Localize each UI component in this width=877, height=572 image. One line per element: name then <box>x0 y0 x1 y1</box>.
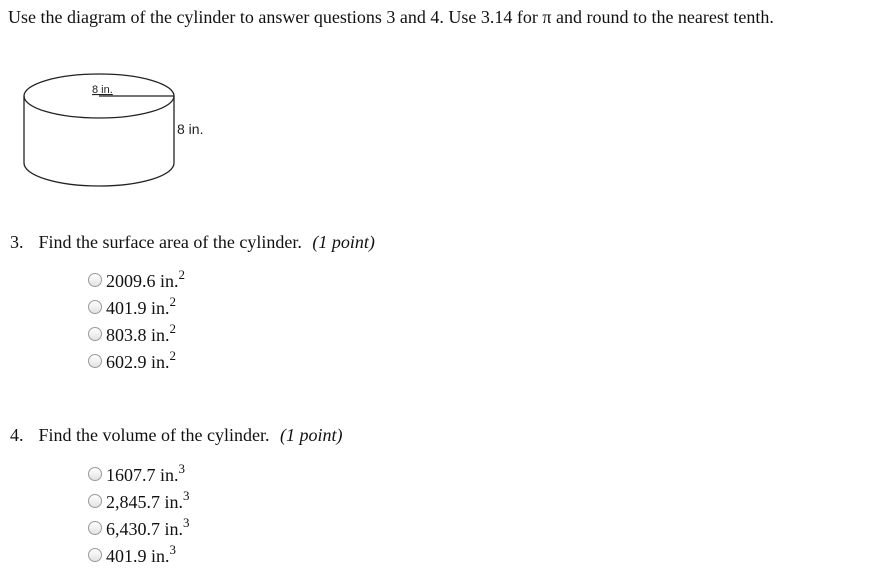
option-value: 401.9 in. <box>106 297 170 318</box>
radio-button[interactable] <box>88 327 102 341</box>
answer-option[interactable] <box>88 347 185 374</box>
height-label: 8 in. <box>177 121 204 137</box>
option-exponent: 3 <box>178 460 186 476</box>
radio-button[interactable] <box>88 548 102 562</box>
option-value: 401.9 in. <box>106 545 170 566</box>
option-value: 602.9 in. <box>106 351 170 372</box>
instructions-text: Use the diagram of the cylinder to answer questions 3 and 4. Use 3.14 for π and round to the nearest tenth. <box>8 7 774 27</box>
answer-option[interactable] <box>88 293 185 320</box>
question-3 <box>10 229 375 255</box>
radio-button[interactable] <box>88 521 102 535</box>
answer-option[interactable] <box>88 541 190 568</box>
option-exponent: 2 <box>169 320 177 336</box>
option-value: 2,845.7 in. <box>106 491 184 512</box>
option-value: 6,430.7 in. <box>106 518 184 539</box>
option-exponent: 2 <box>178 266 186 282</box>
radio-button[interactable] <box>88 494 102 508</box>
option-value: 803.8 in. <box>106 324 170 345</box>
option-exponent: 2 <box>169 293 177 309</box>
radio-button[interactable] <box>88 273 102 287</box>
option-exponent: 2 <box>169 347 177 363</box>
question-text: Find the volume of the cylinder. <box>38 425 270 445</box>
radio-button[interactable] <box>88 354 102 368</box>
cylinder-bottom <box>24 163 174 186</box>
question-points: (1 point) <box>279 425 343 445</box>
radio-button[interactable] <box>88 300 102 314</box>
question-text: Find the surface area of the cylinder. <box>38 232 302 252</box>
question-4 <box>10 422 342 448</box>
option-exponent: 3 <box>169 541 177 557</box>
question-number: 4. <box>10 425 24 445</box>
question-3-options <box>88 266 185 374</box>
radius-label: 8 in. <box>92 84 113 96</box>
question-points: (1 point) <box>312 232 375 252</box>
option-value: 2009.6 in. <box>106 270 179 291</box>
answer-option[interactable] <box>88 320 185 347</box>
question-number: 3. <box>10 232 24 252</box>
question-4-options <box>88 460 190 568</box>
radio-button[interactable] <box>88 467 102 481</box>
answer-option[interactable] <box>88 487 190 514</box>
cylinder-diagram <box>18 68 238 194</box>
answer-option[interactable] <box>88 460 190 487</box>
option-exponent: 3 <box>183 487 190 503</box>
option-value: 1607.7 in. <box>106 464 179 485</box>
answer-option[interactable] <box>88 514 190 541</box>
answer-option[interactable] <box>88 266 185 293</box>
option-exponent: 3 <box>183 514 190 530</box>
